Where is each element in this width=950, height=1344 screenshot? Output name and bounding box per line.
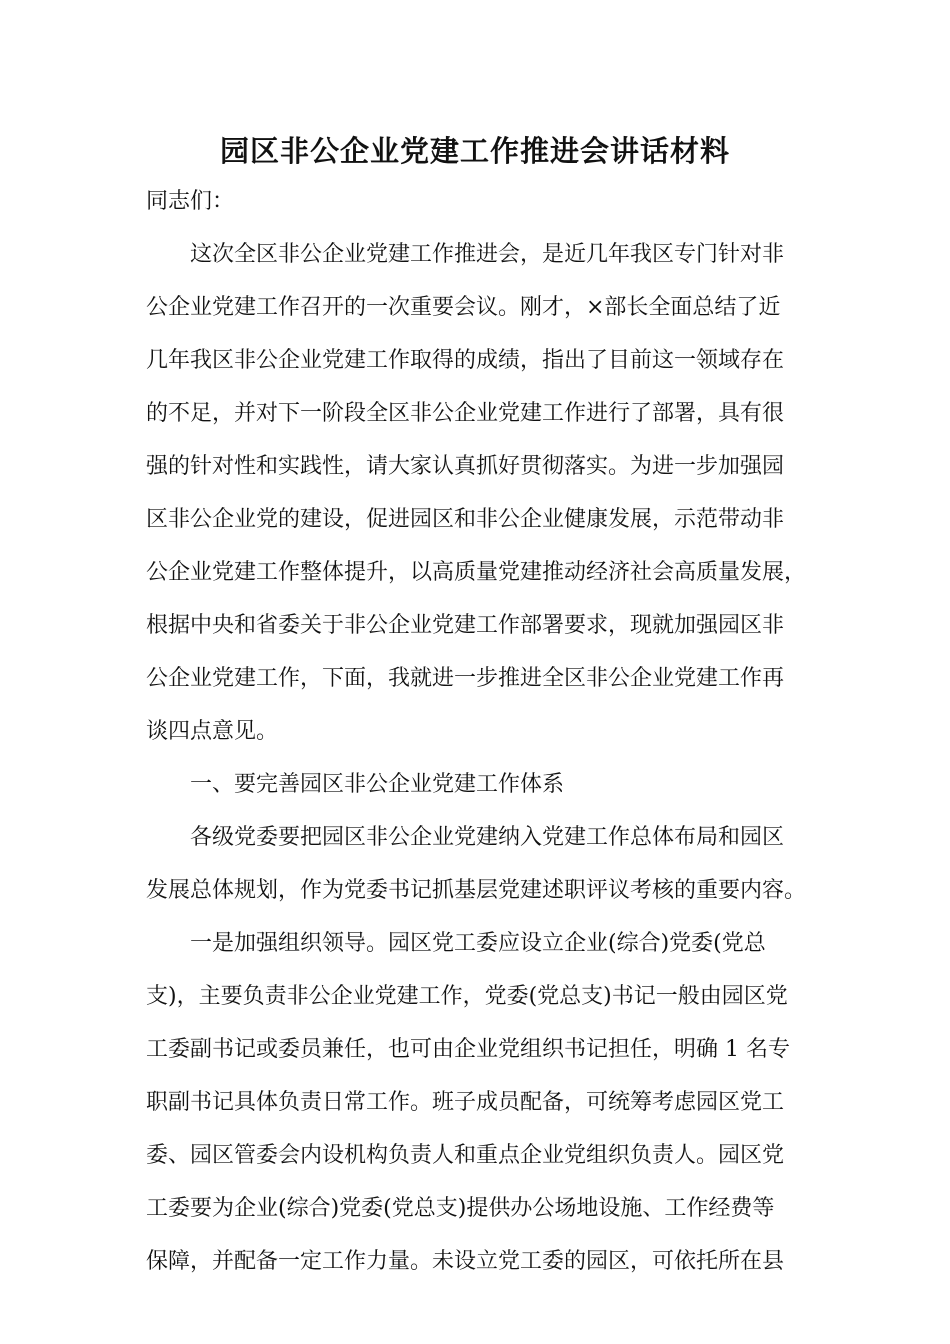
text-line: 各级党委要把园区非公企业党建纳入党建工作总体布局和园区 (190, 825, 785, 850)
text-line: 委、园区管委会内设机构负责人和重点企业党组织负责人。园区党 (146, 1143, 785, 1168)
text-line: 谈四点意见。 (146, 719, 279, 744)
document-title: 园区非公企业党建工作推进会讲话材料 (219, 134, 730, 168)
text-line: 支)，主要负责非公企业党建工作，党委(党总支)书记一般由园区党 (146, 984, 788, 1009)
text-line: 的不足，并对下一阶段全区非公企业党建工作进行了部署，具有很 (146, 401, 785, 426)
text-line: 工委要为企业(综合)党委(党总支)提供办公场地设施、工作经费等 (146, 1196, 775, 1221)
text-line: 工委副书记或委员兼任，也可由企业党组织书记担任，明确 1 名专 (146, 1037, 790, 1062)
text-line: 这次全区非公企业党建工作推进会，是近几年我区专门针对非 (190, 242, 785, 267)
text-line: 一、要完善园区非公企业党建工作体系 (190, 772, 565, 797)
text-line: 职副书记具体负责日常工作。班子成员配备，可统筹考虑园区党工 (146, 1090, 785, 1115)
text-line: 区非公企业党的建设，促进园区和非公企业健康发展，示范带动非 (146, 507, 785, 532)
document-body (146, 175, 808, 1288)
text-line: 公企业党建工作召开的一次重要会议。刚才，×部长全面总结了近 (146, 295, 781, 320)
text-line: 强的针对性和实践性，请大家认真抓好贯彻落实。为进一步加强园 (146, 454, 785, 479)
text-line: 发展总体规划，作为党委书记抓基层党建述职评议考核的重要内容。 (146, 878, 807, 903)
text-line: 公企业党建工作整体提升，以高质量党建推动经济社会高质量发展， (146, 560, 807, 585)
text-line: 一是加强组织领导。园区党工委应设立企业(综合)党委(党总 (190, 931, 766, 956)
text-line: 公企业党建工作，下面，我就进一步推进全区非公企业党建工作再 (146, 666, 785, 691)
text-line: 同志们： (146, 189, 235, 214)
text-line: 几年我区非公企业党建工作取得的成绩，指出了目前这一领域存在 (146, 348, 785, 373)
text-line: 保障，并配备一定工作力量。未设立党工委的园区，可依托所在县 (146, 1249, 785, 1274)
text-line: 根据中央和省委关于非公企业党建工作部署要求，现就加强园区非 (146, 613, 785, 638)
